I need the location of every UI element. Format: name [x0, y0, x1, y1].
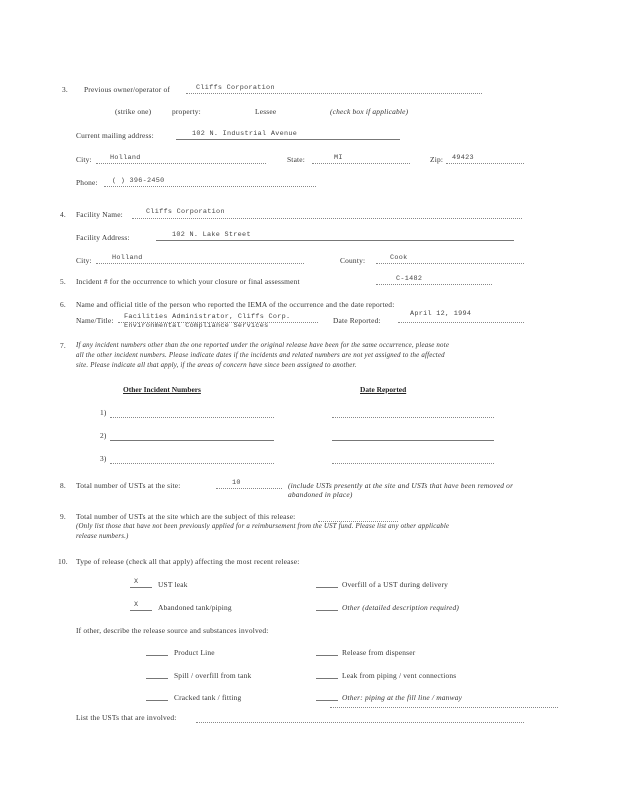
total-usts-text: Total number of USTs at the site: [76, 481, 181, 490]
property-label: property: [172, 107, 201, 116]
facility-name-label: Facility Name: [76, 210, 123, 219]
other-source-checkbox-line[interactable] [316, 700, 338, 701]
facility-name-line [132, 218, 522, 219]
other-incidents-text-1: If any incident numbers other than the one reported under the original release have been for the same occurrence, please note [76, 342, 450, 349]
release-type-intro: Type of release (check all that apply) affecting the most recent release: [76, 557, 300, 566]
ust-leak-check-mark[interactable]: X [134, 578, 139, 586]
zip-label: Zip: [430, 155, 444, 164]
total-usts-line [216, 488, 282, 489]
incident-row-2-number-line[interactable] [110, 440, 274, 441]
other-source-line[interactable] [330, 707, 558, 708]
facility-city-label: City: [76, 256, 92, 265]
subject-usts-text-3: release numbers.) [76, 533, 129, 540]
item-4-number: 4. [60, 210, 66, 219]
other-incidents-text-3: site. Please indicate all that apply, if the areas of concern have since been assigned to another. [76, 362, 357, 369]
overfill-checkbox-line[interactable] [316, 587, 338, 588]
city-label: City: [76, 155, 92, 164]
phone-line [104, 186, 316, 187]
mailing-address-value[interactable]: 102 N. Industrial Avenue [192, 130, 298, 138]
state-value[interactable]: MI [334, 154, 343, 162]
piping-leak-checkbox-line[interactable] [316, 678, 338, 679]
cracked-tank-checkbox-line[interactable] [146, 700, 168, 701]
incident-row-1-number-line[interactable] [110, 417, 274, 418]
overfill-label: Overfill of a UST during delivery [342, 580, 449, 589]
spill-checkbox-line[interactable] [146, 678, 168, 679]
state-line [312, 163, 410, 164]
other-detailed-label: Other (detailed description required) [342, 603, 460, 612]
other-source-label: Other: piping at the fill line / manway [342, 693, 463, 702]
lessee-label: Lessee [255, 107, 277, 116]
abandoned-checkbox-line [130, 610, 152, 611]
incident-row-3-number-line[interactable] [110, 463, 274, 464]
date-reported-line [398, 322, 524, 323]
phone-value[interactable]: ( ) 396-2450 [112, 177, 165, 185]
date-reported-header: Date Reported [360, 385, 407, 394]
date-reported-label: Date Reported: [333, 316, 381, 325]
phone-label: Phone: [76, 178, 98, 187]
facility-address-label: Facility Address: [76, 233, 130, 242]
subject-usts-text-2: (Only list those that have not been previously applied for a reimbursement from the UST fund. Please list any other applicable [76, 523, 450, 530]
total-usts-note: (include USTs presently at the site and USTs that have been removed or abandoned in place) [288, 481, 514, 499]
total-usts-value[interactable]: 10 [232, 479, 241, 487]
item-3-number: 3. [62, 85, 68, 94]
item-9-number: 9. [60, 512, 66, 521]
spill-label: Spill / overfill from tank [174, 671, 252, 680]
item-8-number: 8. [60, 481, 66, 490]
reporter-name-line [118, 322, 318, 323]
incident-row-1-label: 1) [100, 408, 107, 417]
reporter-name-value[interactable]: Facilities Administrator, Cliffs Corp. [124, 313, 291, 321]
county-label: County: [340, 256, 366, 265]
reporter-question: Name and official title of the person who reported the IEMA of the occurrence and the date reported: [76, 300, 395, 309]
subject-usts-text-1: Total number of USTs at the site which are the subject of this release: [76, 512, 296, 521]
other-incidents-text-2: all the other incident numbers. Please indicate dates if the incidents and related numbers are not yet assigned to the affected [76, 352, 445, 359]
dispenser-label: Release from dispenser [342, 648, 416, 657]
facility-address-line [156, 240, 514, 241]
county-value[interactable]: Cook [390, 254, 408, 262]
zip-value[interactable]: 49423 [452, 154, 474, 162]
state-label: State: [287, 155, 306, 164]
piping-leak-label: Leak from piping / vent connections [342, 671, 457, 680]
item-10-number: 10. [58, 557, 68, 566]
ust-leak-checkbox-line [130, 587, 152, 588]
product-line-label: Product Line [174, 648, 215, 657]
date-reported-value[interactable]: April 12, 1994 [410, 310, 472, 318]
item-5-number: 5. [60, 277, 66, 286]
previous-owner-value[interactable]: Cliffs Corporation [196, 84, 275, 92]
facility-name-value[interactable]: Cliffs Corporation [146, 208, 225, 216]
facility-address-value[interactable]: 102 N. Lake Street [172, 231, 251, 239]
release-source-intro: If other, describe the release source and substances involved: [76, 626, 269, 635]
previous-owner-line [186, 93, 482, 94]
ust-leak-label: UST leak [158, 580, 188, 589]
strike-one-label: (strike one) [115, 107, 152, 116]
mailing-address-label: Current mailing address: [76, 131, 154, 140]
reporter-name-value-2[interactable]: Environmental Compliance Services [124, 322, 269, 330]
mailing-address-line [176, 139, 400, 140]
other-checkbox-line[interactable] [316, 610, 338, 611]
incident-row-3-date-line[interactable] [332, 463, 494, 464]
city-line [96, 163, 266, 164]
incident-row-3-label: 3) [100, 454, 107, 463]
abandoned-check-mark[interactable]: X [134, 601, 139, 609]
facility-city-value[interactable]: Holland [112, 254, 143, 262]
reporter-name-label: Name/Title: [76, 316, 114, 325]
product-line-checkbox-line[interactable] [146, 655, 168, 656]
incident-row-1-date-line[interactable] [332, 417, 494, 418]
incident-number-text: Incident # for the occurrence to which your closure or final assessment [76, 277, 300, 286]
item-3-label: Previous owner/operator of [84, 85, 171, 94]
involved-usts-label: List the USTs that are involved: [76, 713, 177, 722]
incident-number-value[interactable]: C-1482 [396, 275, 423, 283]
incident-number-line [376, 284, 492, 285]
facility-city-line [96, 263, 304, 264]
cracked-tank-label: Cracked tank / fitting [174, 693, 242, 702]
other-incident-numbers-header: Other Incident Numbers [123, 385, 201, 394]
involved-usts-line[interactable] [196, 722, 524, 723]
city-value[interactable]: Holland [110, 154, 141, 162]
dispenser-checkbox-line[interactable] [316, 655, 338, 656]
county-line [376, 263, 524, 264]
check-box-note: (check box if applicable) [330, 107, 409, 116]
zip-line [446, 163, 524, 164]
incident-row-2-date-line[interactable] [332, 440, 494, 441]
item-7-number: 7. [60, 341, 66, 350]
incident-row-2-label: 2) [100, 431, 107, 440]
abandoned-label: Abandoned tank/piping [158, 603, 232, 612]
item-6-number: 6. [60, 300, 66, 309]
